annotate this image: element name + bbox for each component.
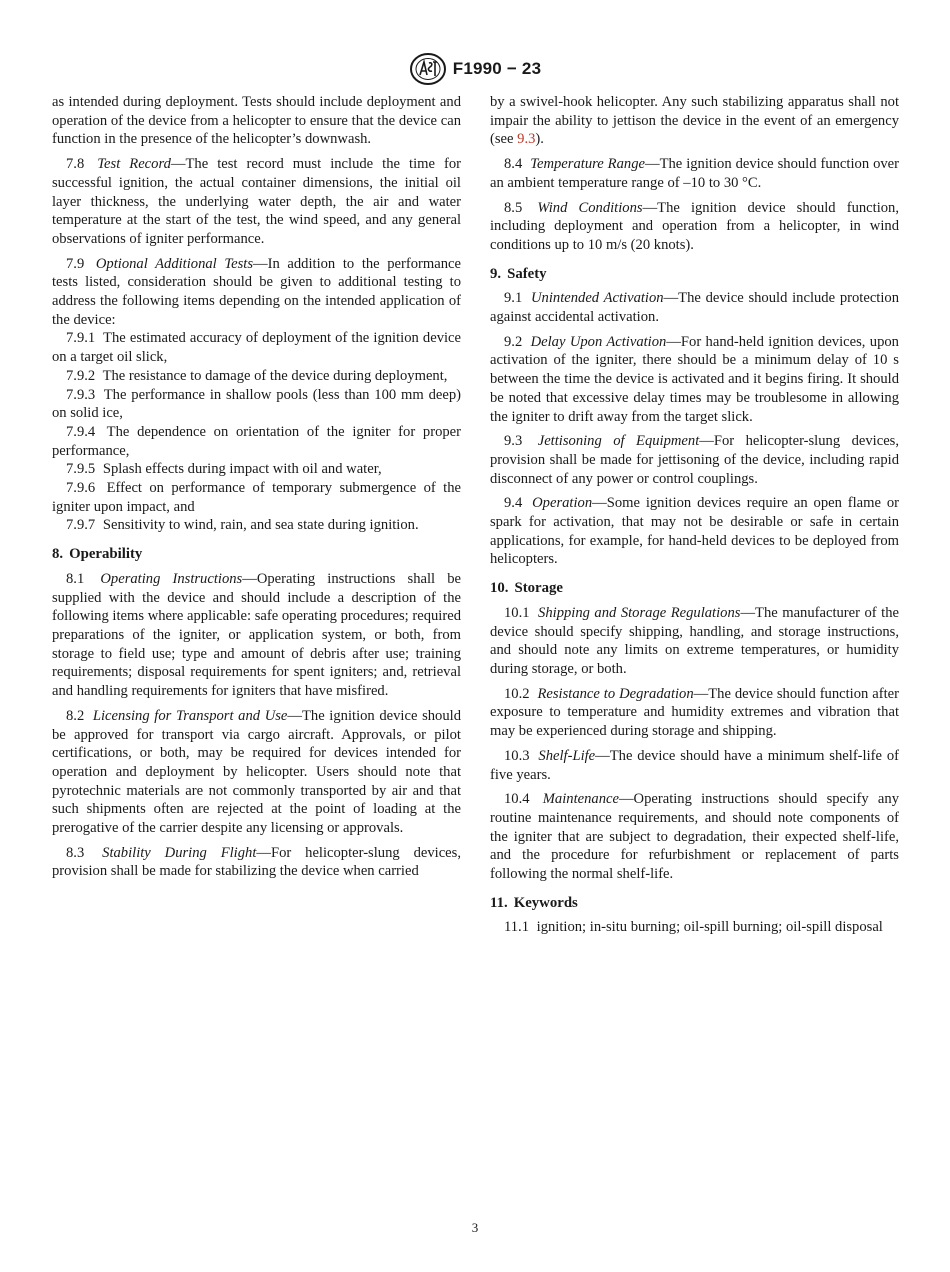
section-9-2: 9.2 Delay Upon Activation—For hand-held ignition devices, upon activation of the igniter, there should be a minimum delay of 10 s between the time the device is activated and it begins firing. It should be noted that excessive delay times may be troublesome in allowing the igniter to drift away from the target slick. <box>490 333 899 425</box>
section-9-3: 9.3 Jettisoning of Equipment—For helicopter-slung devices, provision shall be made for jettisoning of the device, including rapid disconnect of any power or control couplings. <box>490 433 899 487</box>
section-8-4: 8.4 Temperature Range—The ignition device should function over an ambient temperature range of –10 to 30 °C. <box>490 156 899 191</box>
cross-reference-link[interactable]: 9.3 <box>517 131 536 148</box>
page-header <box>0 52 950 86</box>
section-8-3-continued: by a swivel-hook helicopter. Any such stabilizing apparatus shall not impair the ability to jettison the device in the event of an emergency (see 9.3). <box>490 94 899 148</box>
section-9-1: 9.1 Unintended Activation—The device should include protection against accidental activation. <box>490 290 900 326</box>
section-8-5: 8.5 Wind Conditions—The ignition device should function, including deployment and operation from a helicopter, in wind conditions up to 10 m/s (20 knots). <box>490 199 899 253</box>
section-heading-9: 9. Safety <box>490 265 547 282</box>
section-10-1: 10.1 Shipping and Storage Regulations—The manufacturer of the device should specify shipping, handling, and storage instructions, and should note any limits on extreme temperatures, or humidity during storage, or both. <box>490 604 899 677</box>
list-item: 7.9.3 The performance in shallow pools (less than 100 mm deep) on solid ice, <box>52 386 461 422</box>
section-7-9: 7.9 Optional Additional Tests—In addition to the performance tests listed, consideration should be given to additional testing to address the following items depending on the intended application of the device: <box>52 255 461 328</box>
list-item: 7.9.5 Splash effects during impact with oil and water, <box>66 461 382 478</box>
standard-designation: F1990 − 23 <box>452 59 542 78</box>
list-item: 7.9.2 The resistance to damage of the device during deployment, <box>66 367 448 384</box>
list-item: 7.9.7 Sensitivity to wind, rain, and sea state during ignition. <box>66 517 419 534</box>
astm-logo-icon <box>409 52 447 86</box>
section-11-1: 11.1 ignition; in-situ burning; oil-spill burning; oil-spill disposal <box>504 919 883 936</box>
right-column <box>490 93 899 943</box>
section-8-2: 8.2 Licensing for Transport and Use—The ignition device should be approved for transport via cargo aircraft. Approvals, or pilot certifications, or both, may be required for devices intended for operation and deployment by helicopter. Users should note that pyrotechnic materials are not commonly transported by air and that such shipments often are rejected at the point of loading at the prerogative of the carrier despite any licensing or approvals. <box>52 707 461 837</box>
page-number: 3 <box>471 1220 479 1235</box>
left-column <box>52 93 461 887</box>
section-10-2: 10.2 Resistance to Degradation—The device should function after exposure to temperature and humidity extremes and vibration that may be experienced during storage and shipping. <box>490 685 899 740</box>
continued-paragraph: as intended during deployment. Tests should include deployment and operation of the device from a helicopter to ensure that the device can function in the presence of the helicopter’s downwash. <box>52 94 461 148</box>
list-item: 7.9.6 Effect on performance of temporary submergence of the igniter upon impact, and <box>52 480 461 515</box>
section-heading-8: 8. Operability <box>52 546 143 563</box>
section-8-3: 8.3 Stability During Flight—For helicopter-slung devices, provision shall be made for stabilizing the device when carried <box>52 844 461 880</box>
section-heading-11: 11. Keywords <box>490 894 578 911</box>
section-9-4: 9.4 Operation—Some ignition devices require an open flame or spark for activation, that may not be desirable or safe in certain applications, for example, for hand-held devices to be deployed from helicopters. <box>490 495 899 568</box>
section-10-4: 10.4 Maintenance—Operating instructions should specify any routine maintenance requirements, and should note components of the igniter that are subject to degradation, their expected shelf-life, and the procedure for refurbishment or replacement of parts following the normal shelf-life. <box>490 791 899 883</box>
section-10-3: 10.3 Shelf-Life—The device should have a minimum shelf-life of five years. <box>490 747 899 783</box>
list-item: 7.9.1 The estimated accuracy of deployment of the ignition device on a target oil slick, <box>52 330 461 366</box>
list-item: 7.9.4 The dependence on orientation of the igniter for proper performance, <box>52 423 462 459</box>
section-heading-10: 10. Storage <box>490 580 563 597</box>
section-8-1: 8.1 Operating Instructions—Operating instructions shall be supplied with the device and should include a description of the following items where applicable: safe operating procedures; required preparations of the igniter, or application system, or both, from storage to field use; type and amount of debris after use; training requirements; disposal requirements for spent igniters; and, retrieval and handling requirements for igniters that have misfired. <box>52 570 461 700</box>
section-7-8: 7.8 Test Record—The test record must include the time for successful ignition, the actual container dimensions, the initial oil layer thickness, the underlying water depth, the air and water temperature at the start of the test, the wind speed, and any general observations of igniter performance. <box>52 156 461 247</box>
